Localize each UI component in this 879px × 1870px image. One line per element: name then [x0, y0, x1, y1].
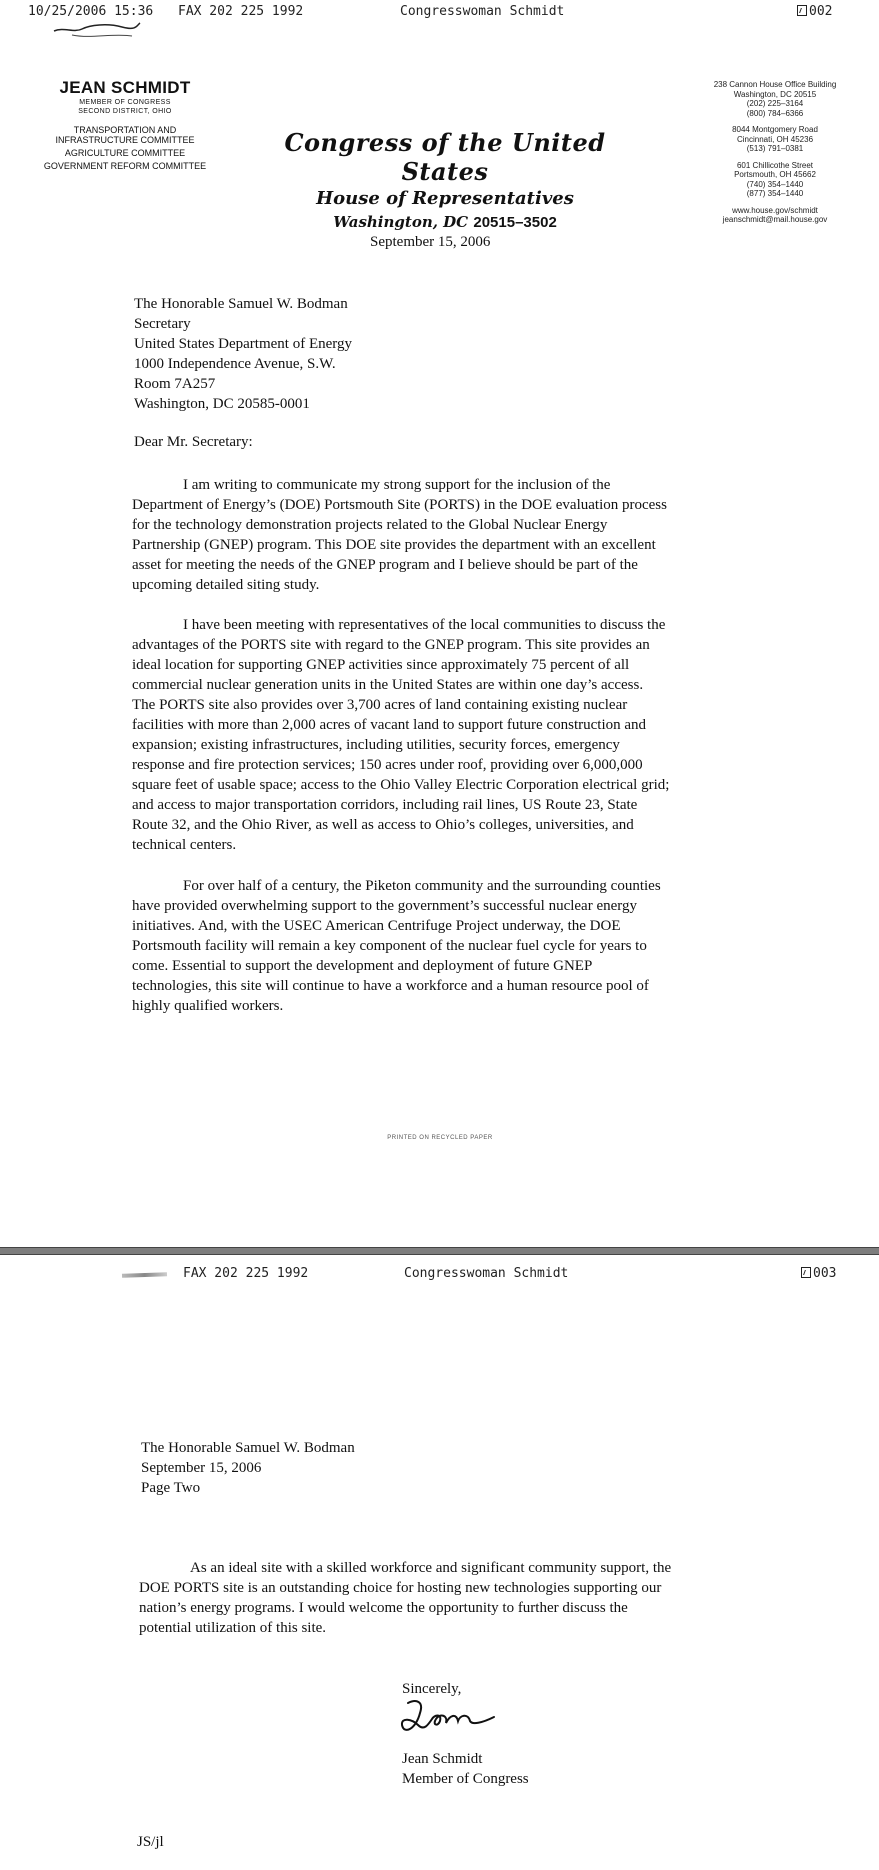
signer-name: Jean Schmidt: [402, 1751, 483, 1767]
office-dc: 238 Cannon House Office Building Washington, DC 20515 (202) 225–3164 (800) 784–6366: [713, 80, 837, 118]
committee: AGRICULTURE COMMITTEE: [64, 148, 186, 158]
fax-page-2: [0, 1255, 879, 1870]
smudge-mark: [122, 1272, 167, 1278]
office-portsmouth: 601 Chillicothe Street Portsmouth, OH 45662 (740) 354–1440 (877) 354–1440: [734, 160, 816, 198]
letterhead: [255, 128, 635, 231]
sender-block: [40, 78, 210, 171]
office-addresses: [675, 80, 875, 232]
signer-title: Member of Congress: [402, 1771, 529, 1787]
fax-datetime: 10/25/2006 15:36: [28, 4, 154, 19]
salutation: Dear Mr. Secretary:: [134, 434, 253, 450]
handwritten-mark-icon: [52, 9, 142, 39]
committee: TRANSPORTATION AND INFRASTRUCTURE COMMITTEE: [55, 125, 195, 145]
recycled-paper-footer: PRINTED ON RECYCLED PAPER: [387, 1135, 493, 1141]
sender-title: MEMBER OF CONGRESS: [79, 99, 171, 106]
fax-page-icon: [801, 1267, 811, 1278]
fax-page-number: 002: [797, 4, 832, 19]
office-web: [675, 206, 875, 225]
fax-number: FAX 202 225 1992: [178, 4, 304, 19]
letterhead-congress: Congress of the United States: [284, 128, 606, 186]
fax-number: FAX 202 225 1992: [183, 1266, 309, 1281]
sender-name: JEAN SCHMIDT: [59, 78, 191, 97]
typist-initials: JS/jl: [137, 1834, 164, 1850]
website: www.house.gov/schmidt: [732, 205, 818, 215]
letterhead-city: Washington, DC 20515–3502: [333, 213, 557, 231]
body-paragraph-2: I have been meeting with representatives of the local communities to discuss the advantages of the PORTS site with regard to the GNEP program. This site provides an ideal location for supporting GNEP activities since approximately 75 percent of all commercial nuclear generation units in the United States are within one day’s access. The PORTS site also provides over 3,700 acres of land containing existing nuclear facilities with more than 2,000 acres of vacant land to support future construction and expansion; existing infrastructures, including utilities, security forces, emergency response and fire protection services; 150 acres under roof, providing over 6,000,000 square feet of usable space; access to the Ohio Valley Electric Corporation electrical grid; and access to major transportation corridors, including rail lines, US Route 23, State Route 32, and the Ohio River, as well as access to Ohio’s colleges, universities, and technical centers.: [132, 617, 670, 853]
fax-page-icon: [797, 5, 807, 16]
page2-body-paragraph: As an ideal site with a skilled workforce and significant community support, the DOE PORTS site is an outstanding choice for hosting new technologies supporting our nation’s energy programs. I would welcome the opportunity to further discuss the potential utilization of this site.: [139, 1560, 672, 1636]
sender-district: SECOND DISTRICT, OHIO: [78, 108, 172, 115]
letter-date: September 15, 2006: [370, 234, 491, 250]
body-paragraph-3: For over half of a century, the Piketon community and the surrounding counties have provided overwhelming support to the government’s successful nuclear energy initiatives. And, with the USEC American Centrifuge Project underway, the DOE Portsmouth facility will remain a key component of the nuclear fuel cycle for years to come. Essential to support the development and deployment of future GNEP technologies, this site will continue to have a workforce and a human resource pool of highly qualified workers.: [132, 878, 661, 1014]
page-divider: [0, 1247, 879, 1255]
body-paragraph-1: I am writing to communicate my strong support for the inclusion of the Department of Energy’s (DOE) Portsmouth Site (PORTS) in the DOE evaluation process for the technology demonstration projects related to the Global Nuclear Energy Partnership (GNEP) program. This DOE site provides the department with an excellent asset for meeting the needs of the GNEP program and I believe should be part of the upcoming detailed siting study.: [132, 477, 667, 593]
signer-block: [402, 1749, 529, 1789]
closing: Sincerely,: [402, 1681, 462, 1697]
fax-sender: Congresswoman Schmidt: [400, 4, 565, 19]
fax-sender: Congresswoman Schmidt: [404, 1266, 569, 1281]
committee: GOVERNMENT REFORM COMMITTEE: [43, 161, 207, 171]
fax-page-number: 003: [801, 1266, 836, 1281]
email: jeanschmidt@mail.house.gov: [722, 215, 828, 224]
svg-text:Jean: Jean: [398, 1695, 400, 1696]
page2-inside-address: The Honorable Samuel W. Bodman September 15, 2006 Page Two: [141, 1440, 355, 1496]
inside-address: The Honorable Samuel W. Bodman Secretary United States Department of Energy 1000 Independence Avenue, S.W. Room 7A257 Washington, DC 20585-0001: [134, 296, 352, 412]
signature-icon: [398, 1695, 508, 1743]
office-cincinnati: 8044 Montgomery Road Cincinnati, OH 45236 (513) 791–0381: [732, 125, 818, 153]
letterhead-house: House of Representatives: [316, 188, 574, 209]
